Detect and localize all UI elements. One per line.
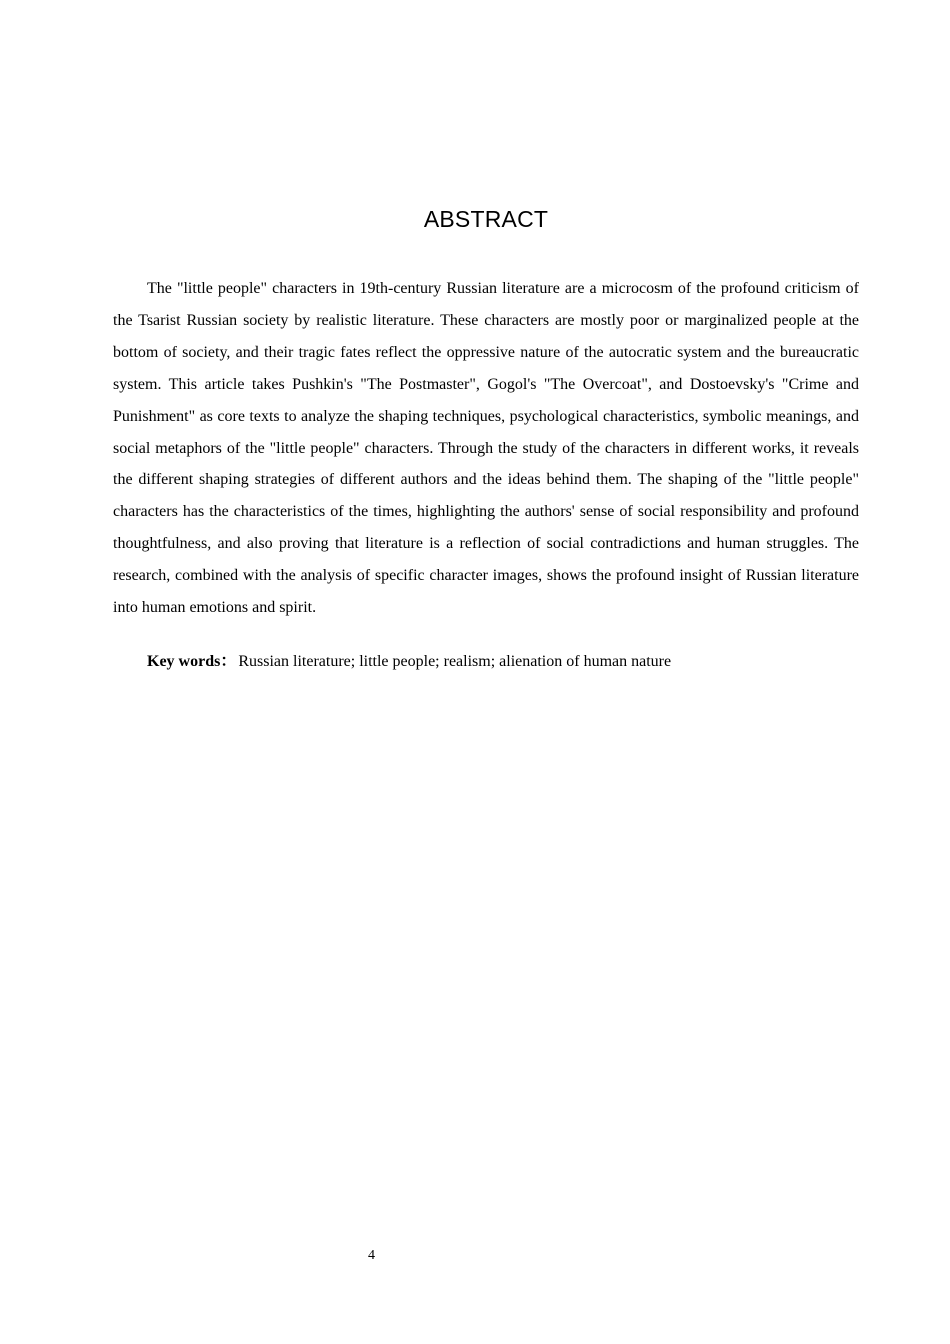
abstract-title: ABSTRACT — [423, 206, 549, 232]
keywords-label: Key words — [147, 653, 221, 670]
keywords-separator: ： — [220, 653, 237, 670]
page-number: 4 — [368, 1248, 375, 1263]
keywords-text: Russian literature; little people; realism; alienation of human nature — [238, 653, 672, 670]
keywords-line — [147, 648, 859, 676]
abstract-body: The "little people" characters in 19th-century Russian literature are a microcosm of the profound criticism of the Tsarist Russian society by realistic literature. These characters are mostly poor or marginalized people at the bottom of society, and their tragic fates reflect the oppressive nature of the autocratic system and the bureaucratic system. This article takes Pushkin's "The Postmaster", Gogol's "The Overcoat", and Dostoevsky's "Crime and Punishment" as core texts to analyze the shaping techniques, psychological characteristics, symbolic meanings, and social metaphors of the "little people" characters. Through the study of the characters in different works, it reveals the different shaping strategies of different authors and the ideas behind them. The shaping of the "little people" characters has the characteristics of the times, highlighting the authors' sense of social responsibility and profound thoughtfulness, and also proving that literature is a reflection of social contradictions and human struggles. The research, combined with the analysis of specific character images, shows the profound insight of Russian literature into human emotions and spirit. — [113, 280, 859, 617]
